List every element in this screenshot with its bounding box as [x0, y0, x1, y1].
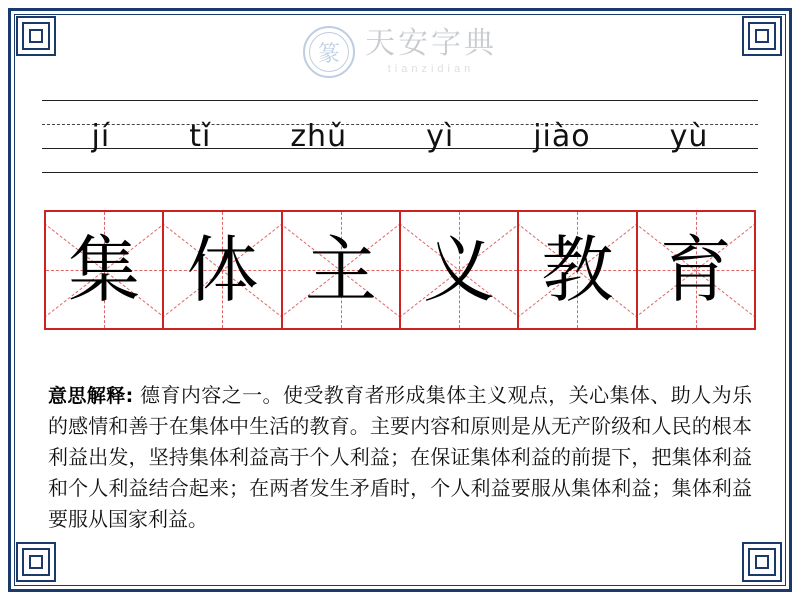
page-content — [30, 20, 770, 580]
definition-text: 德育内容之一。使受教育者形成集体主义观点，关心集体、助人为乐的感情和善于在集体中生活的教育。主要内容和原则是从无产阶级和人民的根本利益出发，坚持集体利益高于个人利益；在保证集体利益的前提下，把集体利益和个人利益结合起来；在两者发生矛盾时，个人利益要服从集体利益；集体利益要服从国家利益。 — [48, 383, 752, 532]
definition-block — [48, 380, 752, 535]
character-glyph: 体 — [186, 228, 259, 312]
character-cell — [401, 212, 519, 328]
pinyin-syllable: yì — [426, 118, 455, 154]
pinyin-syllable: yù — [669, 118, 709, 154]
watermark-text-block — [365, 26, 497, 75]
character-glyph: 义 — [423, 228, 496, 312]
site-title: 天安字典 — [365, 26, 497, 61]
seal-icon — [303, 26, 355, 78]
pinyin-row — [52, 100, 748, 172]
character-glyph: 育 — [659, 228, 732, 312]
character-cell — [283, 212, 401, 328]
pinyin-syllable: jí — [91, 118, 111, 154]
character-glyph: 集 — [68, 228, 141, 312]
site-subtitle: tianzidian — [387, 63, 475, 75]
character-glyph: 教 — [541, 228, 614, 312]
character-cell — [638, 212, 754, 328]
character-grid — [44, 210, 756, 330]
character-cell — [164, 212, 282, 328]
seal-glyph: 篆 — [317, 41, 340, 67]
character-glyph: 主 — [304, 228, 377, 312]
definition-label: 意思解释: — [48, 385, 134, 407]
character-cell — [519, 212, 637, 328]
pinyin-staff-block — [42, 98, 758, 178]
pinyin-syllable: jiào — [533, 118, 591, 154]
character-cell — [46, 212, 164, 328]
pinyin-syllable: tǐ — [189, 118, 212, 154]
pinyin-syllable: zhǔ — [290, 118, 348, 154]
site-watermark — [30, 26, 770, 78]
